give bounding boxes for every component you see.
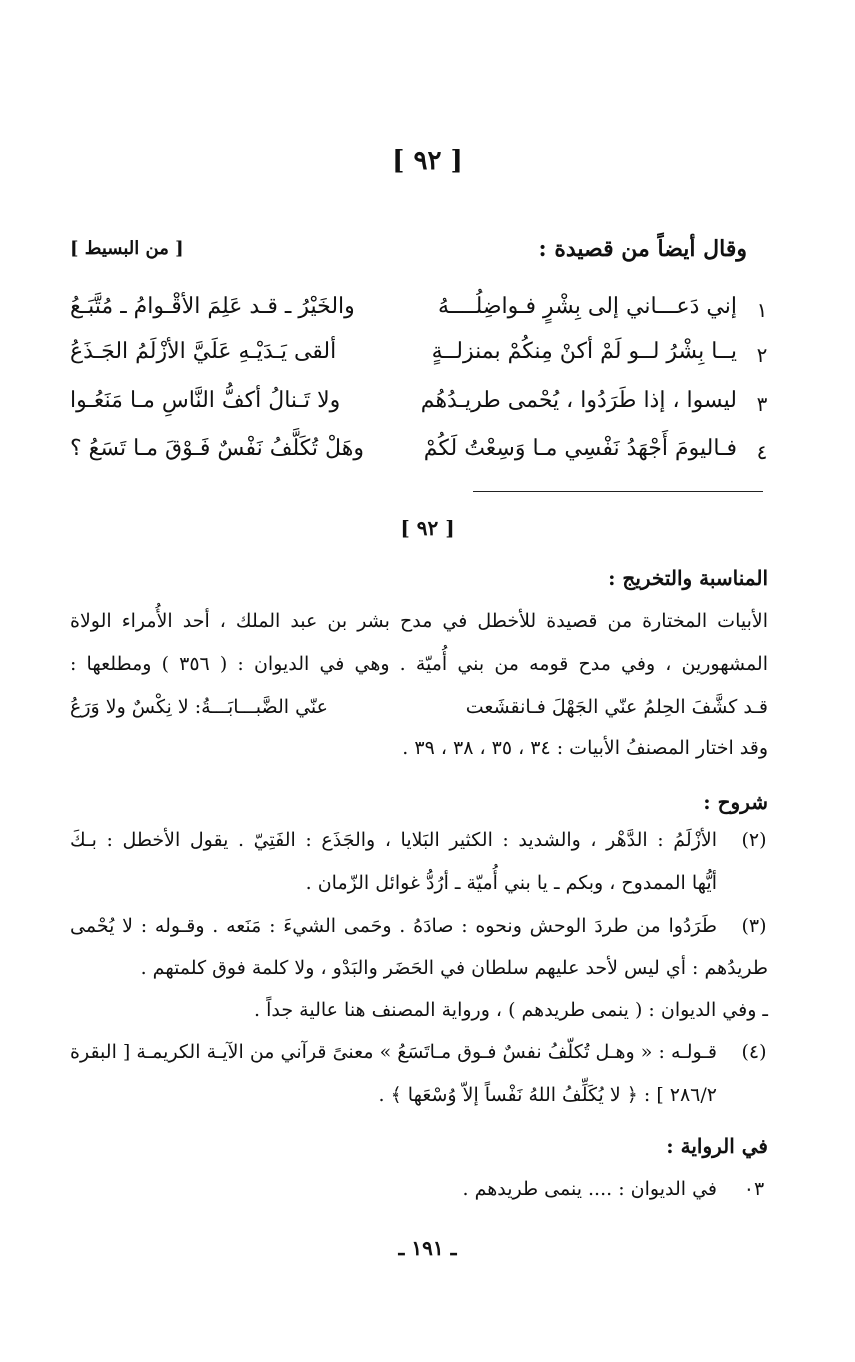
verse-first-hemistich: إني دَعـــاني إلى بِشْرٍ فـواضِلُــــهُ: [438, 294, 737, 319]
poem-number-heading: [ ٩٢ ]: [392, 146, 463, 176]
section-heading-explanations: شروح :: [703, 790, 768, 814]
note-line: طَرَدُوا من طردَ الوحش ونحوه : صادَهُ . وحَمى الشيءَ : مَنَعه . وقـوله : لا يُحْمى: [70, 915, 717, 937]
note-number: (٣): [741, 915, 767, 937]
note-line: ـ وفي الديوان : ( ينمى طريدهم ) ، ورواية المصنف هنا عالية جداً .: [254, 999, 768, 1021]
verse-number: ٢: [756, 343, 768, 367]
verse-number: ١: [756, 298, 768, 322]
matla-second-hemistich: عنّي الضَّبـــابَـــةُ: لا نِكْسٌ ولا وَرَعُ: [70, 696, 328, 718]
verse-first-hemistich: يــا بِشْرُ لــو لَمْ أكنْ مِنكُمْ بمنزلــةٍ: [431, 339, 737, 364]
verse-first-hemistich: فـاليومَ أَجْهَدُ نَفْسِي مـا وَسِعْتُ لَكُمْ: [423, 436, 737, 461]
note-line: ٢٨٦/٢ ] : ﴿ لا يُكَلِّفُ اللهُ نَفْساً إلاّ وُسْعَها ﴾ .: [378, 1084, 717, 1106]
verse-second-hemistich: وهَلْ تُكَلَّفُ نَفْسٌ فَـوْقَ مـا تَسَعُ ؟: [70, 436, 364, 461]
note-line: قـولـه : « وهـل تُكلّفُ نفسٌ فـوق مـاتَسَعُ » معنىً قرآني من الآيـة الكريمـة [ البقرة: [70, 1041, 717, 1063]
verse-second-hemistich: ألقى يَـدَيْـهِ عَلَيَّ الأزْلَمُ الجَـذَعُ: [70, 339, 337, 364]
commentary-number-heading: [ ٩٢ ]: [400, 516, 455, 540]
note-line: أيُّها الممدوح ، وبكم ـ يا بني أُميّة ـ أرُدُّ غوائل الزّمان .: [305, 872, 717, 894]
note-number: (٢): [741, 829, 767, 851]
verse-first-hemistich: ليسوا ، إذا طَرَدُوا ، يُحْمى طريـدُهُم: [420, 388, 737, 413]
section-heading-occasion: المناسبة والتخريج :: [608, 566, 768, 590]
note-number: ٠٣: [743, 1178, 765, 1200]
occasion-line: الأبيات المختارة من قصيدة للأخطل في مدح بشر بن عبد الملك ، أحد الأُمراء الولاة: [70, 610, 768, 632]
meter-label: [ من البسيط ]: [70, 238, 184, 259]
occasion-line: المشهورين ، وفي مدح قومه من بني أُميّة . وهي في الديوان : ( ٣٥٦ ) ومطلعها :: [70, 653, 769, 675]
note-line: طريدُهم : أي ليس لأحد عليهم سلطان في الحَضَر والبَدْو ، ولا كلمة فوق كلمتهم .: [140, 957, 768, 979]
intro-line: وقال أيضاً من قصيدة :: [538, 236, 747, 262]
verse-second-hemistich: والخَيْرُ ـ قـد عَلِمَ الأقْـوامُ ـ مُتَّبَـعُ: [70, 294, 355, 319]
verse-second-hemistich: ولا تَـنالُ أكفُّ النَّاسِ مـا مَنَعُـوا: [70, 388, 341, 413]
verse-number: ٣: [756, 392, 768, 416]
note-line: الأزْلَمُ : الدَّهْر ، والشديد : الكثير البَلايا ، والجَذَع : الفَتِيّ . يقول الأخطل : بـكَ: [70, 829, 717, 851]
note-line: في الديوان : .... ينمى طريدهم .: [462, 1178, 717, 1200]
note-number: (٤): [741, 1041, 767, 1063]
selection-note: وقد اختار المصنفُ الأبيات : ٣٤ ، ٣٥ ، ٣٨ ، ٣٩ .: [402, 737, 768, 759]
separator-rule: [473, 491, 763, 492]
page-number: ـ ١٩١ ـ: [398, 1236, 457, 1260]
matla-first-hemistich: قـد كشَّفَ الحِلمُ عنّي الجَهْلَ فـانقشَعت: [465, 696, 768, 718]
section-heading-narration: في الرواية :: [666, 1134, 768, 1158]
verse-number: ٤: [756, 440, 768, 464]
